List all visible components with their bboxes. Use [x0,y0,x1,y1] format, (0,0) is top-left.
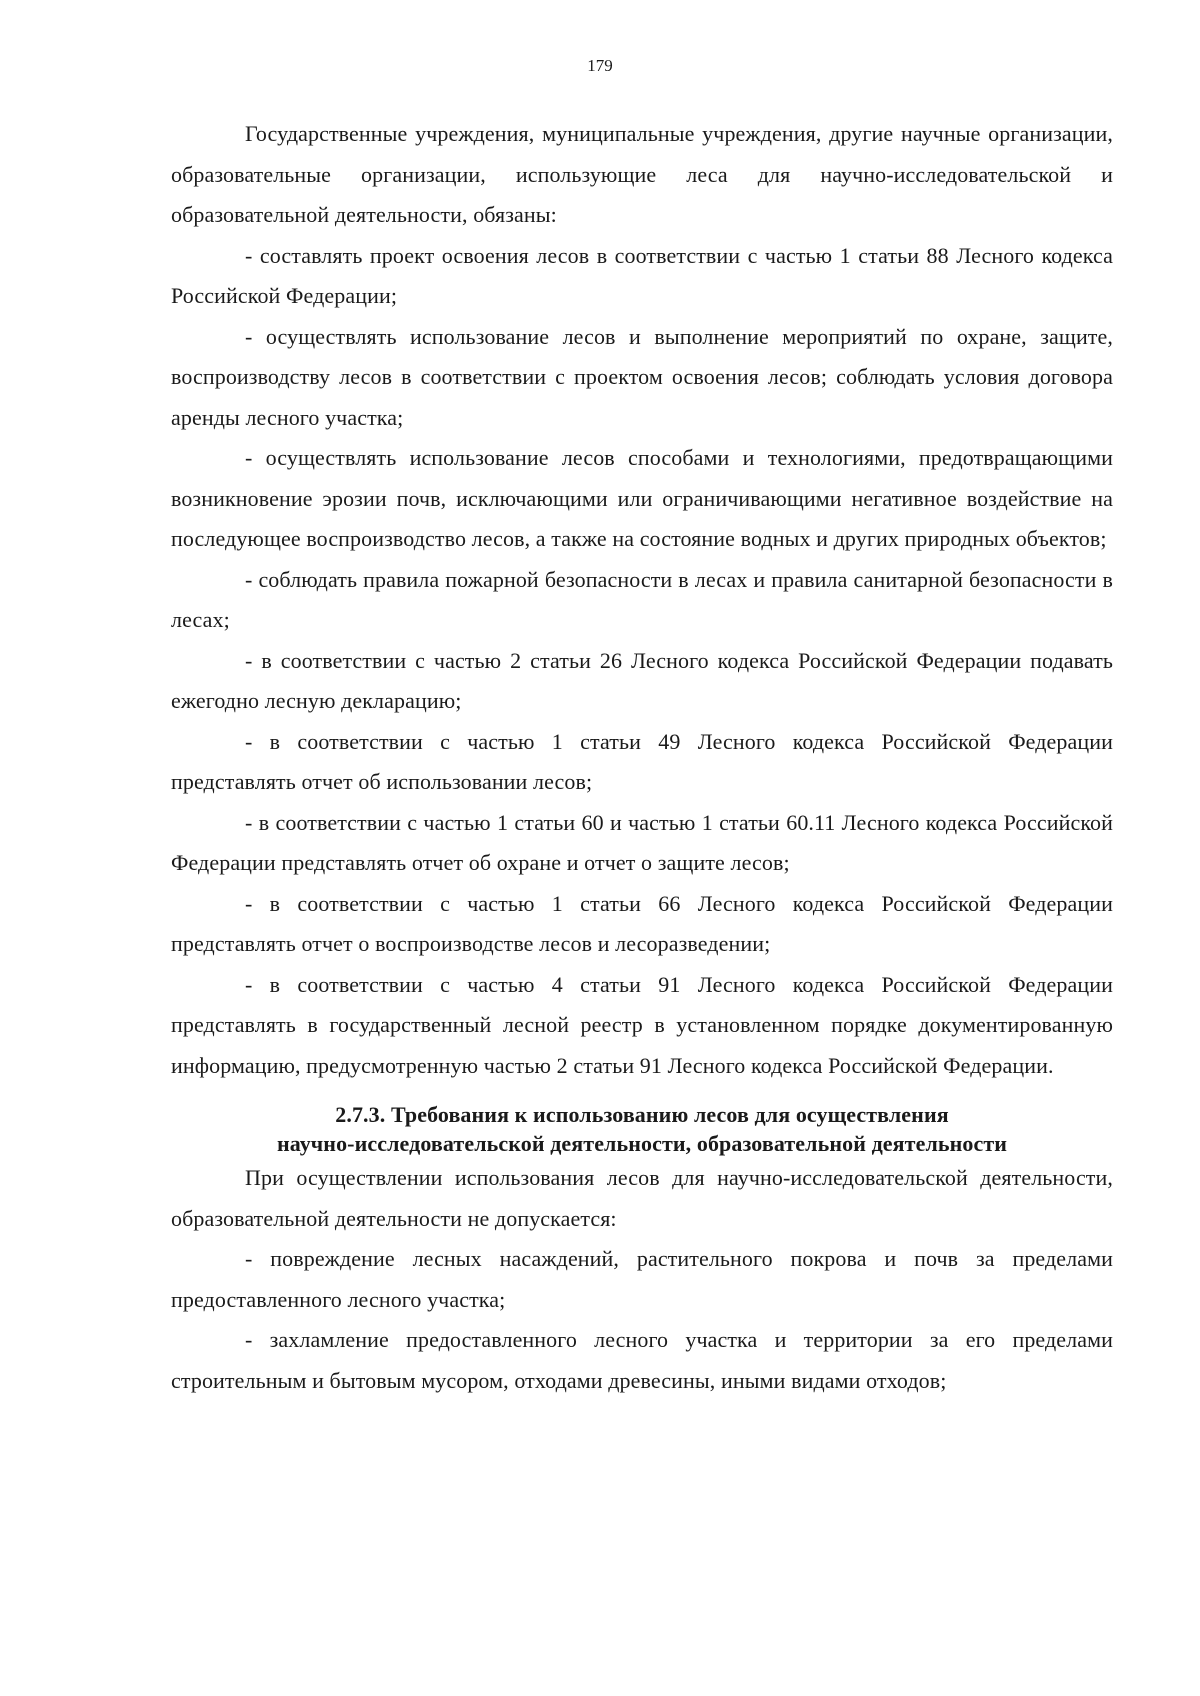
section-heading-line-1: 2.7.3. Требования к использованию лесов для осуществления [335,1102,949,1127]
list-item-forest-declaration: - в соответствии с частью 2 статьи 26 Лесного кодекса Российской Федерации подавать ежегодно лесную декларацию; [171,647,1113,713]
list-item-erosion-prevention: - осуществлять использование лесов способами и технологиями, предотвращающими возникновение эрозии почв, исключающими или ограничивающими негативное воздействие на последующее воспроизводство лесов, а также на состояние водных и других природных объектов; [171,445,1113,551]
paragraph-prohibitions-intro: При осуществлении использования лесов для научно-исследовательской деятельности, образовательной деятельности не допускается: [171,1165,1113,1231]
list-item-forest-registry: - в соответствии с частью 4 статьи 91 Лесного кодекса Российской Федерации представлять в государственный лесной реестр в установленном порядке документированную информацию, предусмотренную частью 2 статьи 91 Лесного кодекса Российской Федерации. [171,971,1113,1078]
section-heading-line-2: научно-исследовательской деятельности, образовательной деятельности [276,1131,1008,1156]
section-heading [171,1100,1113,1158]
list-item-littering-prohibition: - захламление предоставленного лесного участка и территории за его пределами строительным и бытовым мусором, отходами древесины, иными видами отходов; [171,1327,1113,1393]
list-item-damage-prohibition: - повреждение лесных насаждений, растительного покрова и почв за пределами предоставленного лесного участка; [171,1246,1113,1312]
list-item-protection-report: - в соответствии с частью 1 статьи 60 и частью 1 статьи 60.11 Лесного кодекса Российской Федерации представлять отчет об охране и отчет о защите лесов; [171,809,1113,875]
list-item-forest-development-project: - составлять проект освоения лесов в соответствии с частью 1 статьи 88 Лесного кодекса Российской Федерации; [171,242,1113,308]
list-item-forest-use-report: - в соответствии с частью 1 статьи 49 Лесного кодекса Российской Федерации представлять отчет об использовании лесов; [171,728,1113,794]
list-item-forest-use-and-protection: - осуществлять использование лесов и выполнение мероприятий по охране, защите, воспроизводству лесов в соответствии с проектом освоения лесов; соблюдать условия договора аренды лесного участка; [171,323,1113,430]
document-body [171,114,1113,1401]
paragraph-obligations-intro: Государственные учреждения, муниципальные учреждения, другие научные организации, образовательные организации, использующие леса для научно-исследовательской и образовательной деятельности, обязаны: [171,121,1113,227]
page-number: 179 [587,56,613,75]
list-item-fire-safety-rules: - соблюдать правила пожарной безопасности в лесах и правила санитарной безопасности в лесах; [171,566,1113,632]
list-item-reproduction-report: - в соответствии с частью 1 статьи 66 Лесного кодекса Российской Федерации представлять отчет о воспроизводстве лесов и лесоразведении; [171,890,1113,956]
